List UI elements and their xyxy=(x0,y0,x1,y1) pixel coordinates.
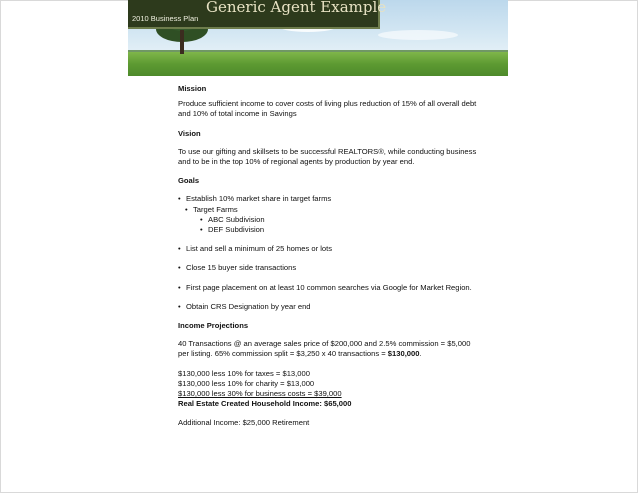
income-calculation xyxy=(178,339,478,359)
mission-text: Produce sufficient income to cover costs of living plus reduction of 15% of all overall debt and 10% of total income in Savings xyxy=(178,99,477,119)
goal-text: ABC Subdivision xyxy=(208,214,265,224)
list-item xyxy=(200,225,478,235)
bullet-icon: • xyxy=(178,282,181,292)
title-bar xyxy=(128,0,387,29)
calc-total: $130,000 xyxy=(387,349,420,359)
vision-heading: Vision xyxy=(178,128,201,138)
list-item xyxy=(185,205,478,215)
goal-text: DEF Subdivision xyxy=(208,225,265,235)
list-item xyxy=(178,244,478,254)
goals-heading: Goals xyxy=(178,176,200,186)
bullet-icon: • xyxy=(178,244,181,254)
mission-heading: Mission xyxy=(178,84,207,93)
list-item xyxy=(178,283,478,293)
bullet-icon: • xyxy=(185,204,188,214)
bullet-icon: • xyxy=(178,301,181,311)
list-item xyxy=(178,194,478,204)
list-item xyxy=(178,263,478,273)
income-line: $130,000 less 10% for charity = $13,000 xyxy=(178,378,315,388)
vision-text: To use our gifting and skillsets to be successful REALTORS®, while conducting business and to be in the top 10% of regional agents by production by year end. xyxy=(178,146,477,167)
goal-text: Close 15 buyer side transactions xyxy=(186,263,297,273)
calc-line: 40 Transactions @ an average sales price of $200,000 and 2.5% commission = $5,000 per listing. 65% commission split = $3,250 x 40 transactions = xyxy=(178,339,471,359)
agent-title: Generic Agent Example xyxy=(206,0,387,16)
bullet-icon: • xyxy=(200,214,203,224)
plan-label: 2010 Business Plan xyxy=(132,14,199,23)
household-income: Real Estate Created Household Income: $65,000 xyxy=(178,399,352,409)
additional-income: Additional Income: $25,000 Retirement xyxy=(178,418,310,428)
header-banner xyxy=(128,0,508,76)
income-heading: Income Projections xyxy=(178,321,249,331)
bullet-icon: • xyxy=(178,263,181,273)
list-item xyxy=(200,215,478,225)
cloud xyxy=(378,30,458,40)
goal-text: List and sell a minimum of 25 homes or lots xyxy=(186,244,333,254)
income-line: $130,000 less 10% for taxes = $13,000 xyxy=(178,368,310,378)
document-body xyxy=(178,84,478,429)
bullet-icon: • xyxy=(200,225,203,235)
goal-text: Target Farms xyxy=(193,204,238,214)
bullet-icon: • xyxy=(178,194,181,204)
goal-text: Establish 10% market share in target farms xyxy=(186,194,332,204)
income-line: $130,000 less 30% for business costs = $39,000 xyxy=(178,389,342,399)
tree-trunk xyxy=(180,30,184,54)
list-item xyxy=(178,302,478,312)
goal-text: First page placement on at least 10 common searches via Google for Market Region. xyxy=(186,282,472,292)
banner-grass xyxy=(128,52,508,76)
calc-end: . xyxy=(419,349,422,359)
goal-text: Obtain CRS Designation by year end xyxy=(186,301,311,311)
